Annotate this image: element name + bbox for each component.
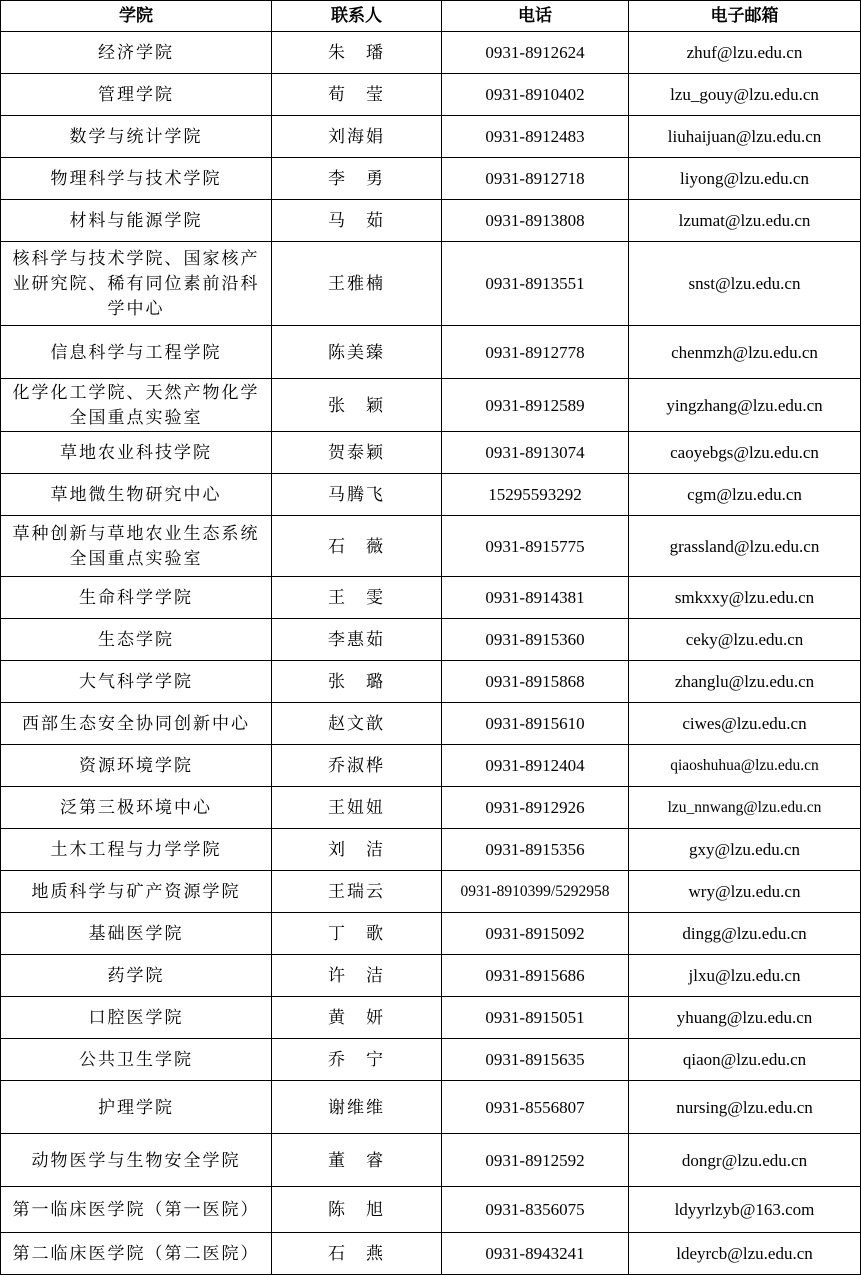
email-cell: dongr@lzu.edu.cn bbox=[629, 1134, 861, 1187]
contact-cell: 王妞妞 bbox=[272, 787, 442, 829]
email-cell: yhuang@lzu.edu.cn bbox=[629, 997, 861, 1039]
phone-cell: 0931-8912404 bbox=[442, 745, 629, 787]
college-cell: 地质科学与矿产资源学院 bbox=[1, 871, 272, 913]
phone-cell: 0931-8912926 bbox=[442, 787, 629, 829]
contact-cell: 谢维维 bbox=[272, 1081, 442, 1134]
college-cell: 大气科学学院 bbox=[1, 661, 272, 703]
table-row bbox=[1, 577, 861, 619]
table-body bbox=[1, 32, 861, 1275]
email-cell: lzu_nnwang@lzu.edu.cn bbox=[629, 787, 861, 829]
table-row bbox=[1, 1134, 861, 1187]
college-cell: 草地农业科技学院 bbox=[1, 432, 272, 474]
college-cell: 物理科学与技术学院 bbox=[1, 158, 272, 200]
college-cell: 化学化工学院、天然产物化学全国重点实验室 bbox=[1, 379, 272, 432]
phone-cell: 0931-8556807 bbox=[442, 1081, 629, 1134]
phone-cell: 0931-8913551 bbox=[442, 242, 629, 326]
phone-cell: 0931-8915635 bbox=[442, 1039, 629, 1081]
email-cell: lzu_gouy@lzu.edu.cn bbox=[629, 74, 861, 116]
college-cell: 资源环境学院 bbox=[1, 745, 272, 787]
email-cell: nursing@lzu.edu.cn bbox=[629, 1081, 861, 1134]
email-cell: cgm@lzu.edu.cn bbox=[629, 474, 861, 516]
email-cell: zhanglu@lzu.edu.cn bbox=[629, 661, 861, 703]
phone-cell: 0931-8915686 bbox=[442, 955, 629, 997]
contact-cell: 王瑞云 bbox=[272, 871, 442, 913]
header-college: 学院 bbox=[1, 1, 272, 32]
contact-cell: 乔 宁 bbox=[272, 1039, 442, 1081]
college-cell: 第一临床医学院（第一医院） bbox=[1, 1187, 272, 1233]
college-cell: 核科学与技术学院、国家核产业研究院、稀有同位素前沿科学中心 bbox=[1, 242, 272, 326]
phone-cell: 0931-8915051 bbox=[442, 997, 629, 1039]
contact-cell: 张 璐 bbox=[272, 661, 442, 703]
college-cell: 信息科学与工程学院 bbox=[1, 326, 272, 379]
table-row bbox=[1, 32, 861, 74]
header-contact: 联系人 bbox=[272, 1, 442, 32]
contact-cell: 陈美臻 bbox=[272, 326, 442, 379]
table-row bbox=[1, 242, 861, 326]
email-cell: caoyebgs@lzu.edu.cn bbox=[629, 432, 861, 474]
college-cell: 生态学院 bbox=[1, 619, 272, 661]
phone-cell: 0931-8915868 bbox=[442, 661, 629, 703]
table-row bbox=[1, 997, 861, 1039]
table-row bbox=[1, 379, 861, 432]
email-cell: yingzhang@lzu.edu.cn bbox=[629, 379, 861, 432]
college-cell: 材料与能源学院 bbox=[1, 200, 272, 242]
college-cell: 草地微生物研究中心 bbox=[1, 474, 272, 516]
contact-cell: 许 洁 bbox=[272, 955, 442, 997]
college-cell: 经济学院 bbox=[1, 32, 272, 74]
college-cell: 生命科学学院 bbox=[1, 577, 272, 619]
email-cell: smkxxy@lzu.edu.cn bbox=[629, 577, 861, 619]
contact-cell: 王 雯 bbox=[272, 577, 442, 619]
phone-cell: 15295593292 bbox=[442, 474, 629, 516]
college-cell: 草种创新与草地农业生态系统全国重点实验室 bbox=[1, 516, 272, 577]
college-cell: 护理学院 bbox=[1, 1081, 272, 1134]
table-row bbox=[1, 474, 861, 516]
phone-cell: 0931-8912589 bbox=[442, 379, 629, 432]
phone-cell: 0931-8913074 bbox=[442, 432, 629, 474]
table-row bbox=[1, 432, 861, 474]
college-cell: 西部生态安全协同创新中心 bbox=[1, 703, 272, 745]
contact-cell: 李惠茹 bbox=[272, 619, 442, 661]
contact-cell: 荀 莹 bbox=[272, 74, 442, 116]
contact-cell: 陈 旭 bbox=[272, 1187, 442, 1233]
table-row bbox=[1, 74, 861, 116]
phone-cell: 0931-8915610 bbox=[442, 703, 629, 745]
phone-cell: 0931-8915360 bbox=[442, 619, 629, 661]
email-cell: liuhaijuan@lzu.edu.cn bbox=[629, 116, 861, 158]
email-cell: zhuf@lzu.edu.cn bbox=[629, 32, 861, 74]
contact-cell: 王雅楠 bbox=[272, 242, 442, 326]
phone-cell: 0931-8356075 bbox=[442, 1187, 629, 1233]
table-row bbox=[1, 787, 861, 829]
contact-cell: 石 薇 bbox=[272, 516, 442, 577]
college-cell: 动物医学与生物安全学院 bbox=[1, 1134, 272, 1187]
table-row bbox=[1, 200, 861, 242]
phone-cell: 0931-8912483 bbox=[442, 116, 629, 158]
email-cell: qiaoshuhua@lzu.edu.cn bbox=[629, 745, 861, 787]
email-cell: snst@lzu.edu.cn bbox=[629, 242, 861, 326]
contact-cell: 黄 妍 bbox=[272, 997, 442, 1039]
table-row bbox=[1, 661, 861, 703]
email-cell: qiaon@lzu.edu.cn bbox=[629, 1039, 861, 1081]
contact-cell: 刘海娟 bbox=[272, 116, 442, 158]
email-cell: gxy@lzu.edu.cn bbox=[629, 829, 861, 871]
header-row bbox=[1, 1, 861, 32]
contact-cell: 丁 歌 bbox=[272, 913, 442, 955]
phone-cell: 0931-8912778 bbox=[442, 326, 629, 379]
email-cell: jlxu@lzu.edu.cn bbox=[629, 955, 861, 997]
email-cell: ldyyrlzyb@163.com bbox=[629, 1187, 861, 1233]
phone-cell: 0931-8915775 bbox=[442, 516, 629, 577]
table-row bbox=[1, 158, 861, 200]
contact-cell: 马 茹 bbox=[272, 200, 442, 242]
table-row bbox=[1, 871, 861, 913]
phone-cell: 0931-8943241 bbox=[442, 1233, 629, 1275]
phone-cell: 0931-8912718 bbox=[442, 158, 629, 200]
contact-cell: 马腾飞 bbox=[272, 474, 442, 516]
table-row bbox=[1, 1233, 861, 1275]
email-cell: liyong@lzu.edu.cn bbox=[629, 158, 861, 200]
header-phone: 电话 bbox=[442, 1, 629, 32]
contact-cell: 李 勇 bbox=[272, 158, 442, 200]
phone-cell: 0931-8910402 bbox=[442, 74, 629, 116]
contact-cell: 朱 璠 bbox=[272, 32, 442, 74]
email-cell: ciwes@lzu.edu.cn bbox=[629, 703, 861, 745]
table-row bbox=[1, 1039, 861, 1081]
table-row bbox=[1, 829, 861, 871]
email-cell: lzumat@lzu.edu.cn bbox=[629, 200, 861, 242]
college-cell: 药学院 bbox=[1, 955, 272, 997]
table-row bbox=[1, 955, 861, 997]
college-cell: 公共卫生学院 bbox=[1, 1039, 272, 1081]
phone-cell: 0931-8912592 bbox=[442, 1134, 629, 1187]
college-cell: 土木工程与力学学院 bbox=[1, 829, 272, 871]
email-cell: wry@lzu.edu.cn bbox=[629, 871, 861, 913]
email-cell: grassland@lzu.edu.cn bbox=[629, 516, 861, 577]
contact-cell: 董 睿 bbox=[272, 1134, 442, 1187]
phone-cell: 0931-8910399/5292958 bbox=[442, 871, 629, 913]
table-row bbox=[1, 703, 861, 745]
table-row bbox=[1, 619, 861, 661]
college-cell: 口腔医学院 bbox=[1, 997, 272, 1039]
table-row bbox=[1, 913, 861, 955]
email-cell: dingg@lzu.edu.cn bbox=[629, 913, 861, 955]
table-row bbox=[1, 1081, 861, 1134]
table-header bbox=[1, 1, 861, 32]
contact-cell: 张 颖 bbox=[272, 379, 442, 432]
phone-cell: 0931-8914381 bbox=[442, 577, 629, 619]
email-cell: ldeyrcb@lzu.edu.cn bbox=[629, 1233, 861, 1275]
contact-cell: 刘 洁 bbox=[272, 829, 442, 871]
email-cell: ceky@lzu.edu.cn bbox=[629, 619, 861, 661]
college-cell: 管理学院 bbox=[1, 74, 272, 116]
header-email: 电子邮箱 bbox=[629, 1, 861, 32]
phone-cell: 0931-8912624 bbox=[442, 32, 629, 74]
phone-cell: 0931-8915356 bbox=[442, 829, 629, 871]
contact-cell: 贺泰颖 bbox=[272, 432, 442, 474]
contact-cell: 石 燕 bbox=[272, 1233, 442, 1275]
table-row bbox=[1, 116, 861, 158]
table-row bbox=[1, 1187, 861, 1233]
college-cell: 泛第三极环境中心 bbox=[1, 787, 272, 829]
table-row bbox=[1, 745, 861, 787]
table-row bbox=[1, 516, 861, 577]
phone-cell: 0931-8913808 bbox=[442, 200, 629, 242]
college-cell: 第二临床医学院（第二医院） bbox=[1, 1233, 272, 1275]
contact-cell: 赵文歆 bbox=[272, 703, 442, 745]
college-cell: 数学与统计学院 bbox=[1, 116, 272, 158]
college-cell: 基础医学院 bbox=[1, 913, 272, 955]
email-cell: chenmzh@lzu.edu.cn bbox=[629, 326, 861, 379]
phone-cell: 0931-8915092 bbox=[442, 913, 629, 955]
table-row bbox=[1, 326, 861, 379]
contact-cell: 乔淑桦 bbox=[272, 745, 442, 787]
